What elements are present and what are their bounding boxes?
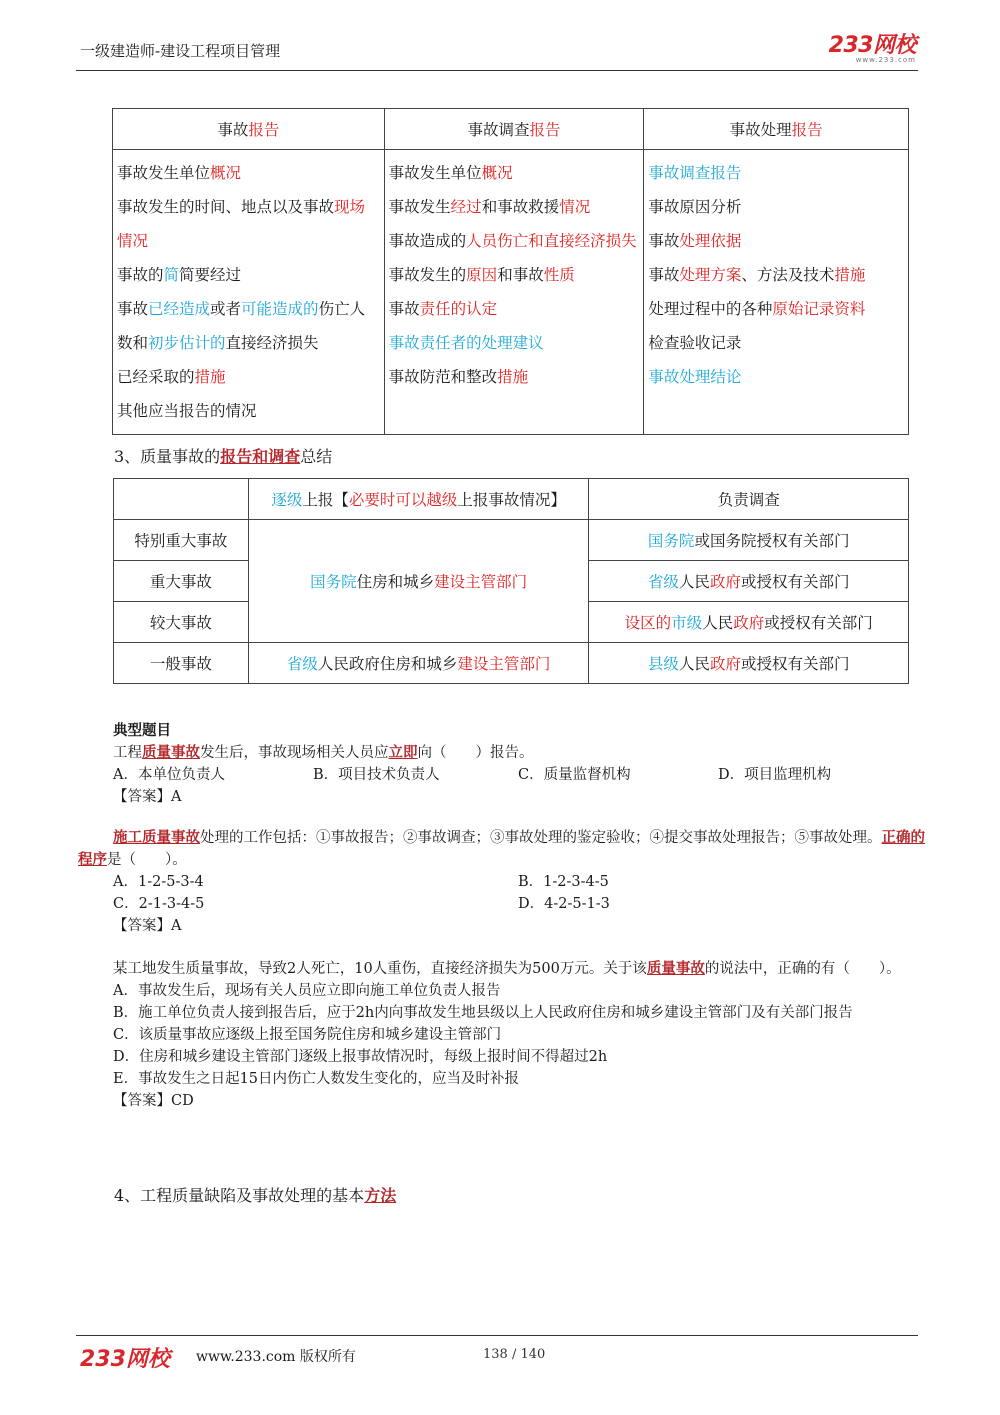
typical-questions-label: 典型题目 (113, 722, 171, 739)
row-label: 特别重大事故 (114, 520, 249, 561)
question-3-block (78, 958, 928, 1112)
investigation-report-items (384, 150, 644, 435)
table-row (114, 643, 909, 684)
option-b: B．项目技术负责人 (313, 767, 440, 783)
option-b: B．施工单位负责人接到报告后，应于2h内向事故发生地县级以上人民政府住房和城乡建设主管部门及有关部门报告 (113, 1005, 853, 1021)
list-item: 检查验收记录 (648, 334, 742, 352)
list-item: 事故发生的原因和事故性质 (388, 266, 575, 284)
question-stem: 某工地发生质量事故，导致2人死亡，10人重伤，直接经济损失为500万元。关于该质量事故的说法中，正确的有（ ）。 (113, 960, 901, 977)
option-a: A．事故发生后，现场有关人员应立即向施工单位负责人报告 (113, 983, 501, 999)
brand-logo (829, 28, 916, 64)
investigate-cell: 县级人民政府或授权有关部门 (589, 643, 909, 684)
report-general-cell: 省级人民政府住房和城乡建设主管部门 (248, 643, 589, 684)
list-item: 事故发生单位概况 (388, 164, 513, 182)
option-d: D．项目监理机构 (718, 767, 832, 783)
list-item: 其他应当报告的情况 (117, 402, 257, 420)
header-report-level: 逐级上报【必要时可以越级上报事故情况】 (248, 479, 589, 520)
list-item: 事故发生经过和事故救援情况 (388, 198, 591, 216)
list-item: 事故处理结论 (648, 368, 742, 386)
list-item: 事故的简简要经过 (117, 266, 242, 284)
option-a: A．1-2-5-3-4 (113, 874, 204, 890)
list-item: 事故调查报告 (648, 164, 742, 182)
footer-copyright: www.233.com 版权所有 (196, 1349, 356, 1365)
header-investigation: 负责调查 (589, 479, 909, 520)
header-title: 一级建造师-建设工程项目管理 (80, 42, 281, 60)
list-item: 事故已经造成或者可能造成的伤亡人数和初步估计的直接经济损失 (117, 300, 366, 352)
list-item: 事故责任的认定 (388, 300, 498, 318)
section-4-heading: 4、工程质量缺陷及事故处理的基本方法 (114, 1186, 397, 1205)
table-header-row (113, 109, 909, 150)
option-d: D．4-2-5-1-3 (518, 896, 610, 912)
investigate-cell: 设区的市级人民政府或授权有关部门 (589, 602, 909, 643)
table-row (114, 520, 909, 561)
handling-report-items (644, 150, 909, 435)
list-item: 事故发生单位概况 (117, 164, 242, 182)
question-stem: 工程质量事故发生后，事故现场相关人员应立即向（ ）报告。 (113, 744, 534, 761)
list-item: 处理过程中的各种原始记录资料 (648, 300, 866, 318)
header-handling-report: 事故处理报告 (644, 109, 909, 150)
question-options (78, 764, 928, 786)
row-label: 重大事故 (114, 561, 249, 602)
list-item: 已经采取的措施 (117, 368, 226, 386)
page-header (76, 20, 918, 71)
logo-text: 233网校 (828, 33, 916, 58)
option-c: C．质量监督机构 (518, 767, 631, 783)
option-d: D．住房和城乡建设主管部门逐级上报事故情况时，每级上报时间不得超过2h (113, 1049, 608, 1065)
report-upper-cell: 国务院住房和城乡建设主管部门 (248, 520, 589, 643)
row-label: 一般事故 (114, 643, 249, 684)
page-number: 138 / 140 (483, 1347, 546, 1362)
list-item: 事故处理方案、方法及技术措施 (648, 266, 866, 284)
option-c: C．该质量事故应逐级上报至国务院住房和城乡建设主管部门 (113, 1027, 502, 1043)
option-b: B．1-2-3-4-5 (518, 874, 609, 890)
table-row (113, 150, 909, 435)
logo-url: www.233.com (855, 56, 916, 64)
row-label: 较大事故 (114, 602, 249, 643)
footer-logo: 233网校 (80, 1347, 170, 1372)
empty-header-cell (114, 479, 249, 520)
list-item: 事故防范和整改措施 (388, 368, 529, 386)
accident-reporting-summary-table (113, 478, 909, 684)
option-e: E．事故发生之日起15日内伤亡人数发生变化的，应当及时补报 (113, 1071, 520, 1087)
list-item: 事故责任者的处理建议 (388, 334, 544, 352)
list-item: 事故处理依据 (648, 232, 742, 250)
report-comparison-table (112, 108, 909, 435)
question-stem: 施工质量事故处理的工作包括：①事故报告；②事故调查；③事故处理的鉴定验收；④提交事故处理报告；⑤事故处理。正确的程序是（ ）。 (78, 829, 925, 868)
question-1-block (78, 720, 928, 808)
list-item: 事故造成的人员伤亡和直接经济损失 (388, 232, 637, 250)
table-header-row (114, 479, 909, 520)
list-item: 事故原因分析 (648, 198, 742, 216)
accident-report-items (113, 150, 385, 435)
page-footer (76, 1335, 918, 1376)
section-3-heading: 3、质量事故的报告和调查总结 (114, 447, 333, 466)
answer: 【答案】CD (113, 1093, 194, 1109)
header-accident-report: 事故报告 (113, 109, 385, 150)
option-c: C．2-1-3-4-5 (113, 896, 205, 912)
question-options (78, 871, 928, 893)
answer: 【答案】A (113, 789, 182, 805)
header-investigation-report: 事故调查报告 (384, 109, 644, 150)
question-options (78, 893, 928, 915)
list-item: 事故发生的时间、地点以及事故现场情况 (117, 198, 366, 250)
investigate-cell: 省级人民政府或授权有关部门 (589, 561, 909, 602)
option-a: A．本单位负责人 (113, 767, 225, 783)
answer: 【答案】A (113, 918, 182, 934)
investigate-cell: 国务院或国务院授权有关部门 (589, 520, 909, 561)
question-2-block (78, 827, 928, 937)
